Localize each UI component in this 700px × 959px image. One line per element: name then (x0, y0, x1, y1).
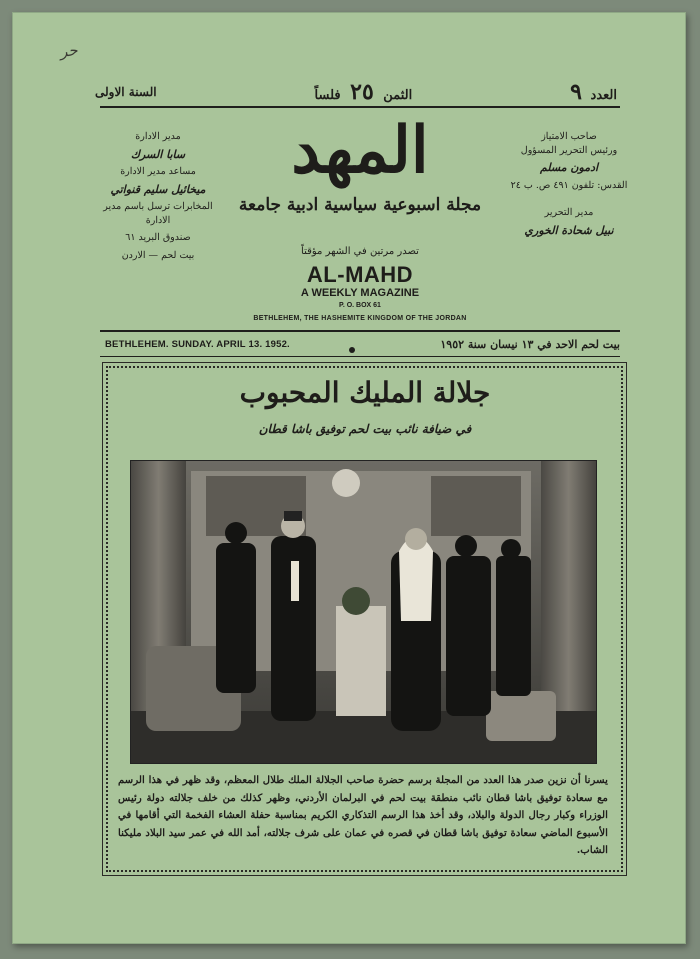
masthead-address: BETHLEHEM, THE HASHEMITE KINGDOM OF THE JORDAN (253, 315, 467, 322)
city-ar: بيت لحم — الاردن (121, 249, 195, 261)
handwritten-margin-note: حر (59, 41, 79, 61)
dateline-en: BETHLEHEM. SUNDAY. APRIL 13. 1952. (105, 338, 290, 350)
editorial-column (503, 130, 635, 241)
owner-name: ادمون مسلم (539, 161, 599, 174)
masthead-subtitle-en: A WEEKLY MAGAZINE (300, 287, 420, 299)
editor-label: مدير التحرير (544, 207, 594, 218)
dateline-top-rule (100, 330, 620, 332)
owner-phone: القدس: تلفون ٤٩١ ص. ب ٢٤ (510, 179, 628, 191)
masthead-title-en: AL-MAHD (306, 262, 414, 287)
director-name: سابا السرك (130, 147, 186, 161)
director-label: مدير الادارة (135, 131, 181, 142)
editor-name: نبيل شحادة الخوري (524, 223, 614, 237)
masthead-tagline-ar: تصدر مرتين في الشهر مؤقتاً (301, 246, 419, 257)
assistant-label: مساعد مدير الادارة (120, 166, 196, 177)
masthead-subtitle-ar: مجلة اسبوعية سياسية ادبية جامعة (238, 195, 482, 215)
dateline (105, 333, 620, 355)
issue-label: العدد (590, 88, 617, 103)
management-column (92, 130, 224, 266)
ornament-dot (349, 347, 355, 353)
price-block (315, 79, 413, 105)
article-subhead: في ضيافة نائب بيت لحم توفيق باشا قطان (258, 422, 472, 436)
owner-label-2: ورئيس التحرير المسؤول (520, 144, 618, 156)
year-label: السنة الاولى (95, 85, 157, 99)
dateline-bottom-rule (100, 356, 620, 357)
photo-caption: يسرنا أن نزين صدر هذا العدد من المجلة برسم حضرة صاحب الجلالة الملك طلال المعظم، وقد ظهر في هذا الرسم مع سعادة توفيق باشا قطان نائب منطقة بيت لحم في البرلمان الأردني، وظهر كذلك من خلف جلالته دولة رئيس الوزراء وكبار رجال الدولة والبلاد، وقد أخذ هذا الرسم التذكاري الكريم بمناسبة حفلة العشاء الفخمة التي أقامها في الأسبوع الماضي سعادة توفيق باشا قطان في قصره في عمان على شرف جلالته، أمد الله في عمر سيد البلاد مليكنا الشاب. (118, 774, 608, 856)
price-label: الثمن (383, 88, 413, 103)
masthead-title-ar: المهد (291, 113, 429, 188)
masthead-po-box: P. O. BOX 61 (339, 302, 381, 309)
dateline-ar: بيت لحم الاحد في ١٣ نيسان سنة ١٩٥٢ (440, 337, 620, 351)
price-value: ٢٥ (350, 79, 374, 105)
correspondence-note: المخابرات ترسل باسم مدير الادارة (103, 201, 213, 226)
article-headline: جلالة المليك المحبوب (239, 376, 491, 409)
price-unit: فلساً (314, 88, 341, 103)
issue-info-line (95, 79, 617, 105)
owner-label: صاحب الامتياز (541, 131, 597, 142)
issue-number-block (570, 79, 617, 105)
assistant-name: ميخائيل سليم قنواتي (110, 182, 206, 196)
royal-reception-photo (130, 460, 597, 764)
po-box-ar: صندوق البريد ٦١ (125, 232, 191, 243)
issue-number: ٩ (570, 79, 582, 105)
photo-illustration (131, 461, 596, 763)
